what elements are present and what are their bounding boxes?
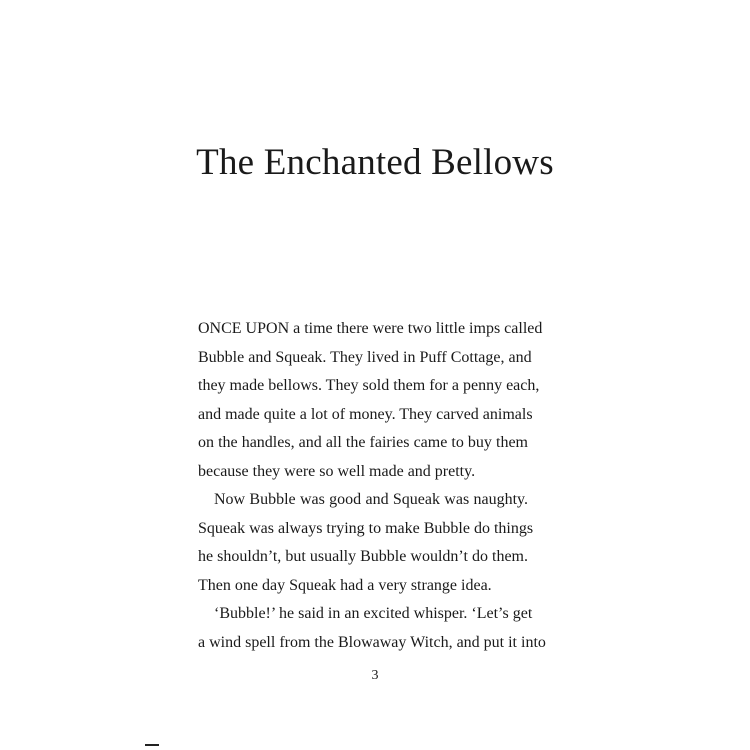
text-line: Now Bubble was good and Squeak was naughty. (214, 491, 528, 508)
scan-edge-mark (145, 744, 159, 746)
text-line: ONCE UPON a time there were two little imps called (198, 320, 543, 337)
text-line: Then one day Squeak had a very strange idea. (198, 576, 492, 594)
text-line: because they were so well made and pretty. (198, 462, 476, 480)
text-line: on the handles, and all the fairies came to buy them (198, 434, 528, 451)
text-line: they made bellows. They sold them for a penny each, (198, 377, 540, 394)
text-line: Bubble and Squeak. They lived in Puff Cottage, and (198, 348, 532, 366)
text-line: Squeak was always trying to make Bubble do things (198, 519, 534, 537)
body-text (198, 315, 546, 657)
chapter-title: The Enchanted Bellows (196, 142, 554, 183)
text-line: he shouldn’t, but usually Bubble wouldn’t do them. (198, 548, 528, 565)
text-line: ‘Bubble!’ he said in an excited whisper. ‘Let’s get (214, 605, 533, 622)
page-number: 3 (371, 668, 379, 683)
text-line: and made quite a lot of money. They carved animals (198, 405, 533, 423)
text-line: a wind spell from the Blowaway Witch, and put it into (198, 633, 546, 651)
